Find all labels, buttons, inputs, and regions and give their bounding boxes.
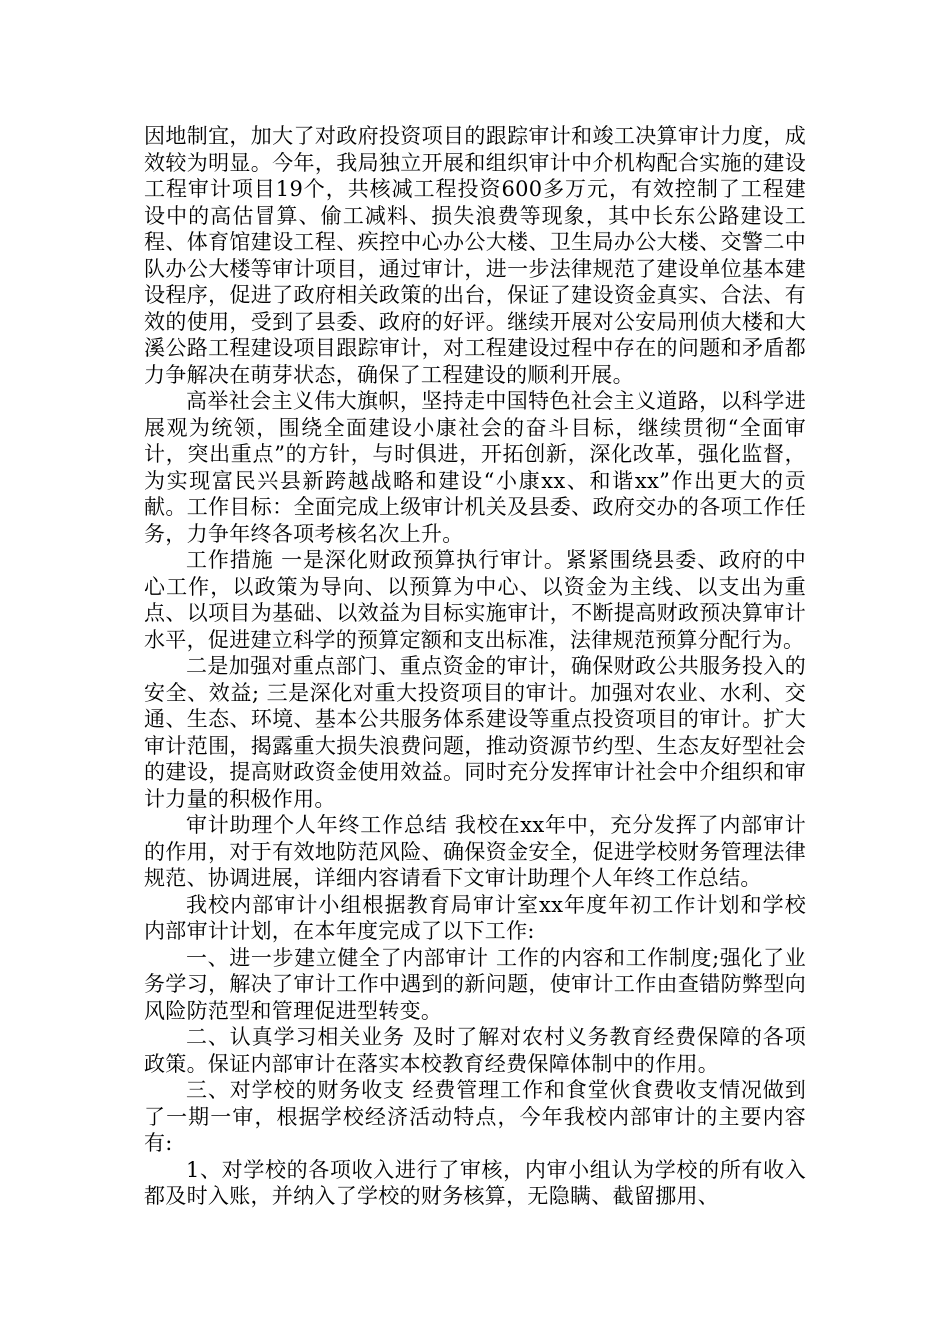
paragraph-9: 三、对学校的财务收支 经费管理工作和食堂伙食费收支情况做到了一期一审，根据学校经济活动特点，今年我校内部审计的主要内容有: (144, 1078, 806, 1155)
paragraph-6: 我校内部审计小组根据教育局审计室xx年度年初工作计划和学校内部审计计划，在本年度完成了以下工作: (144, 892, 806, 943)
paragraph-8: 二、认真学习相关业务 及时了解对农村义务教育经费保障的各项政策。保证内部审计在落实本校教育经费保障体制中的作用。 (144, 1025, 806, 1076)
paragraph-1: 因地制宜，加大了对政府投资项目的跟踪审计和竣工决算审计力度，成效较为明显。今年，我局独立开展和组织审计中介机构配合实施的建设工程审计项目19个，共核减工程投资600多万元，有效控制了工程建设中的高估冒算、偷工减料、损失浪费等现象，其中长东公路建设工程、体育馆建设工程、疾控中心办公大楼、卫生局办公大楼、交警二中队办公大楼等审计项目，通过审计，进一步法律规范了建设单位基本建设程序，促进了政府相关政策的出台，保证了建设资金真实、合法、有效的使用，受到了县委、政府的好评。继续开展对公安局刑侦大楼和大溪公路工程建设项目跟踪审计，对工程建设过程中存在的问题和矛盾都力争解决在萌芽状态，确保了工程建设的顺利开展。 (144, 124, 806, 387)
paragraph-10: 1、对学校的各项收入进行了审核，内审小组认为学校的所有收入都及时入账，并纳入了学校的财务核算，无隐瞒、截留挪用、 (144, 1157, 806, 1208)
paragraph-3: 工作措施 一是深化财政预算执行审计。紧紧围绕县委、政府的中心工作，以政策为导向、以预算为中心、以资金为主线、以支出为重点、以项目为基础、以效益为目标实施审计，不断提高财政预决算审计水平，促进建立科学的预算定额和支出标准，法律规范预算分配行为。 (144, 548, 806, 652)
paragraph-5: 审计助理个人年终工作总结 我校在xx年中，充分发挥了内部审计的作用，对于有效地防范风险、确保资金安全，促进学校财务管理法律规范、协调进展，详细内容请看下文审计助理个人年终工作总结。 (144, 813, 806, 890)
paragraph-2: 高举社会主义伟大旗帜，坚持走中国特色社会主义道路，以科学进展观为统领，围绕全面建设小康社会的奋斗目标，继续贯彻“全面审计，突出重点”的方针，与时俱进，开拓创新，深化改革，强化监督，为实现富民兴县新跨越战略和建设“小康xx、和谐xx”作出更大的贡献。工作目标：全面完成上级审计机关及县委、政府交办的各项工作任务，力争年终各项考核名次上升。 (144, 389, 806, 546)
document-page (144, 123, 806, 1210)
paragraph-4: 二是加强对重点部门、重点资金的审计，确保财政公共服务投入的安全、效益; 三是深化对重大投资项目的审计。加强对农业、水利、交通、生态、环境、基本公共服务体系建设等重点投资项目的审计。扩大审计范围，揭露重大损失浪费问题，推动资源节约型、生态友好型社会的建设，提高财政资金使用效益。同时充分发挥审计社会中介组织和审计力量的积极作用。 (144, 654, 806, 811)
paragraph-7: 一、进一步建立健全了内部审计 工作的内容和工作制度;强化了业务学习，解决了审计工作中遇到的新问题，使审计工作由查错防弊型向风险防范型和管理促进型转变。 (144, 945, 806, 1023)
